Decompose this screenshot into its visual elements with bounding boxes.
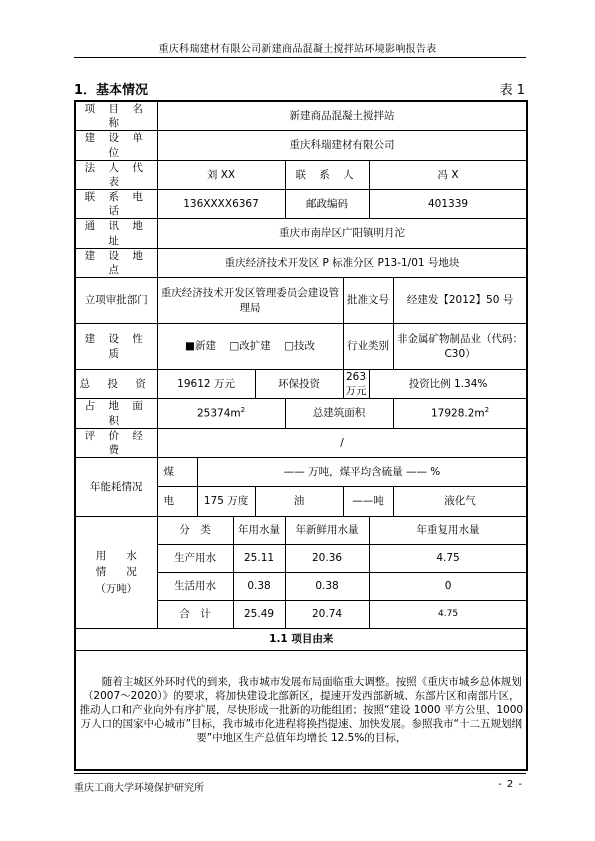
row-approval [75, 278, 527, 324]
row-address [75, 219, 527, 248]
nature-new-checkbox: ■新建 [185, 340, 216, 353]
origin-paragraph: 随着主城区外环时代的到来，我市城市发展布局面临重大调整。按照《重庆市城乡总体规划（2007～2020）》的要求，将加快建设北部新区，提速开发西部新城、东部片区和南部片区，推动人口和产业向外有序扩展，尽快形成一批新的功能组团；按照“建设 1000 平方公里、1000 万人口的国家中心城市”目标，我市城市化进程将换挡提速、加快发展。参照我市“十二五规划纲要”中地区生产总值年均增长 12.5%的目标， [75, 650, 527, 770]
nature-label: 建 设 性 质 [75, 324, 157, 370]
row-builder [75, 131, 527, 160]
footer-organization: 重庆工商大学环境保护研究所 [74, 783, 204, 794]
water-header-annual: 年用水量 [233, 516, 285, 544]
origin-title: 1.1 项目由来 [75, 628, 527, 650]
water-usage-label: 用 水 情 况 （万吨） [75, 516, 157, 628]
site-label: 建 设 地 点 [75, 248, 157, 277]
page-number: - 2 - [498, 779, 523, 790]
row-origin-title [75, 628, 527, 650]
water-category: 生活用水 [157, 572, 233, 600]
address-value: 重庆市南岸区广阳镇明月沱 [157, 219, 527, 248]
contact-value: 冯 X [369, 160, 527, 189]
site-value: 重庆经济技术开发区 P 标准分区 P13-1/01 号地块 [157, 248, 527, 277]
builder-label: 建 设 单 位 [75, 131, 157, 160]
elec-label: 电 [157, 487, 197, 517]
oil-label: 油 [255, 487, 343, 517]
env-invest-value: 263 万元 [343, 370, 369, 399]
approval-no-value: 经建发【2012】50 号 [393, 278, 527, 324]
water-header-fresh: 年新鲜用水量 [285, 516, 369, 544]
nature-tech-checkbox: □技改 [284, 340, 316, 353]
water-category: 合 计 [157, 600, 233, 628]
approval-dept-value: 重庆经济技术开发区管理委员会建设管理局 [157, 278, 343, 324]
address-label: 通 讯 地 址 [75, 219, 157, 248]
legal-rep-label: 法 人 代 表 [75, 160, 157, 189]
approval-dept-label: 立项审批部门 [75, 278, 157, 324]
approval-no-label: 批准文号 [343, 278, 393, 324]
row-site [75, 248, 527, 277]
coal-value: —— 万吨，煤平均含硫量 —— % [197, 458, 527, 487]
build-area-value: $17928.2m^2$ [393, 399, 527, 428]
project-name-value: 新建商品混凝土搅拌站 [157, 101, 527, 131]
invest-ratio: 投资比例 1.34% [369, 370, 527, 399]
project-name-label: 项 目 名 称 [75, 101, 157, 131]
row-nature [75, 324, 527, 370]
row-legal-rep [75, 160, 527, 189]
row-origin-body [75, 650, 527, 770]
postcode-value: 401339 [369, 190, 527, 219]
elec-value: 175 万度 [197, 487, 255, 517]
nature-expand-checkbox: □改扩建 [229, 340, 271, 353]
phone-value: 136XXXX6367 [157, 190, 285, 219]
phone-label: 联 系 电 话 [75, 190, 157, 219]
water-category: 生产用水 [157, 544, 233, 572]
section-title: 1．基本情况 [74, 83, 149, 98]
nature-options [157, 324, 343, 370]
water-header-reuse: 年重复用水量 [369, 516, 527, 544]
water-reuse: 0 [369, 572, 527, 600]
row-eval-fee [75, 428, 527, 457]
invest-label: 总 投 资 [75, 370, 157, 399]
water-reuse: 4.75 [369, 544, 527, 572]
oil-value: ——吨 [343, 487, 393, 517]
area-label: 占 地 面 积 [75, 399, 157, 428]
env-invest-label: 环保投资 [255, 370, 343, 399]
eval-fee-label: 评 价 经 费 [75, 428, 157, 457]
water-fresh: 0.38 [285, 572, 369, 600]
page-header: 重庆科瑞建材有限公司新建商品混凝土搅拌站环境影响报告表 [158, 44, 437, 55]
row-project-name [75, 101, 527, 131]
table-number: 表 1 [499, 83, 525, 98]
contact-label: 联 系 人 [285, 160, 369, 189]
industry-value: 非金属矿物制品业（代码：C30） [393, 324, 527, 370]
industry-label: 行业类别 [343, 324, 393, 370]
build-area-label: 总建筑面积 [285, 399, 393, 428]
water-fresh: 20.36 [285, 544, 369, 572]
invest-value: 19612 万元 [157, 370, 255, 399]
water-reuse: 4.75 [369, 600, 527, 628]
row-energy-coal [75, 458, 527, 487]
water-header-row [75, 516, 527, 544]
footer-rule [74, 773, 526, 774]
coal-label: 煤 [157, 458, 197, 487]
water-annual: 25.11 [233, 544, 285, 572]
water-annual: 0.38 [233, 572, 285, 600]
water-fresh: 20.74 [285, 600, 369, 628]
legal-rep-value: 刘 XX [157, 160, 285, 189]
basic-info-table [74, 100, 528, 771]
area-value: $25374m^2$ [157, 399, 285, 428]
builder-value: 重庆科瑞建材有限公司 [157, 131, 527, 160]
header-rule [74, 57, 526, 58]
energy-label: 年能耗情况 [75, 458, 157, 517]
water-annual: 25.49 [233, 600, 285, 628]
eval-fee-value: / [157, 428, 527, 457]
row-investment [75, 370, 527, 399]
gas-label: 液化气 [393, 487, 527, 517]
row-phone [75, 190, 527, 219]
row-area [75, 399, 527, 428]
water-header-category: 分 类 [157, 516, 233, 544]
postcode-label: 邮政编码 [285, 190, 369, 219]
